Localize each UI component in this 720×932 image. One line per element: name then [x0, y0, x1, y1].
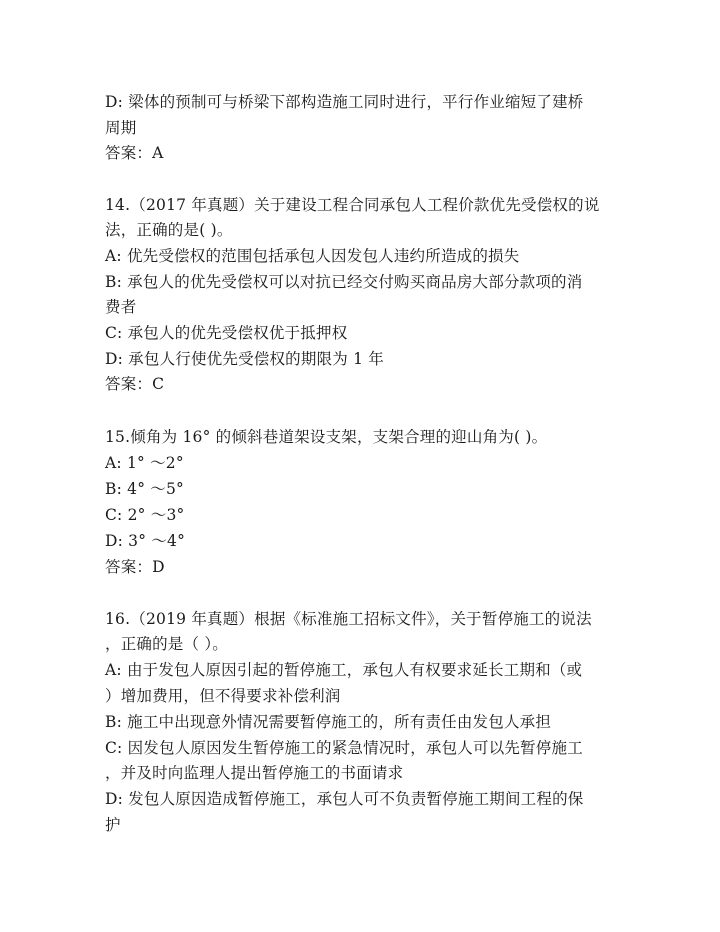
q14-answer: 答案：C	[105, 375, 165, 393]
q16-stem-line1: 16.（2019 年真题）根据《标准施工招标文件》，关于暂停施工的说法	[105, 610, 592, 628]
q16-option-b: B: 施工中出现意外情况需要暂停施工的，所有责任由发包人承担	[105, 713, 552, 731]
q16-option-d-line2: 护	[105, 816, 121, 834]
q14-option-c: C: 承包人的优先受偿权优于抵押权	[105, 324, 348, 342]
q14-stem-line2: 法，正确的是( )。	[105, 221, 233, 239]
q16-stem-line2: ，正确的是（ ）。	[105, 635, 228, 653]
q15-option-c: C: 2° ～3°	[105, 506, 185, 524]
q14-option-d: D: 承包人行使优先受偿权的期限为 1 年	[105, 350, 384, 368]
q14-option-a: A: 优先受偿权的范围包括承包人因发包人违约所造成的损失	[105, 247, 520, 265]
q15-stem: 15.倾角为 16° 的倾斜巷道架设支架，支架合理的迎山角为( )。	[105, 428, 548, 446]
q15-option-d: D: 3° ～4°	[105, 532, 186, 550]
q13-option-d-line1: D: 梁体的预制可与桥梁下部构造施工同时进行，平行作业缩短了建桥	[105, 93, 584, 111]
q16-option-c-line2: ，并及时向监理人提出暂停施工的书面请求	[105, 764, 404, 782]
q15-option-b: B: 4° ～5°	[105, 480, 184, 498]
q16-option-a-line1: A: 由于发包人原因引起的暂停施工，承包人有权要求延长工期和（或	[105, 661, 583, 679]
q14-stem-line1: 14.（2017 年真题）关于建设工程合同承包人工程价款优先受偿权的说	[105, 196, 600, 214]
q16-option-d-line1: D: 发包人原因造成暂停施工，承包人可不负责暂停施工期间工程的保	[105, 790, 584, 808]
q15-option-a: A: 1° ～2°	[105, 454, 184, 472]
q16-option-a-line2: ）增加费用，但不得要求补偿利润	[105, 687, 341, 705]
q13-answer: 答案：A	[105, 144, 164, 162]
q16-option-c-line1: C: 因发包人原因发生暂停施工的紧急情况时，承包人可以先暂停施工	[105, 739, 583, 757]
q14-option-b-line2: 费者	[105, 298, 137, 316]
q14-option-b-line1: B: 承包人的优先受偿权可以对抗已经交付购买商品房大部分款项的消	[105, 273, 583, 291]
q15-answer: 答案：D	[105, 558, 165, 576]
q13-option-d-line2: 周期	[105, 119, 137, 137]
